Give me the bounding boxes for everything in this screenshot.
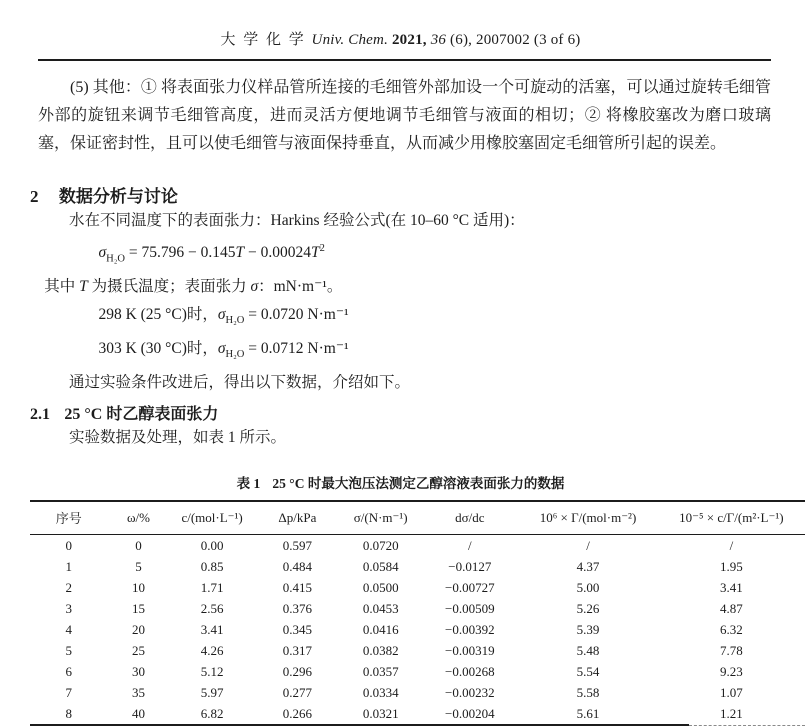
surface-tension-data-table [30,500,805,724]
table-row [30,535,805,557]
table-cell: 0.266 [282,706,312,722]
table-cell: / [468,538,472,554]
table-cell: 0.0334 [362,685,399,701]
table-cell: 5.00 [576,580,600,596]
table-cell: 5.54 [576,664,600,680]
table-cell: −0.00268 [445,664,495,680]
col-header-c-over-gamma: 10⁻⁵ × c/Γ/(m²·L⁻¹) [658,501,805,535]
table-bottom-rule [30,724,805,726]
table-cell: / [729,538,734,554]
table-cell: 6.32 [720,622,743,638]
table-cell: 0.345 [282,622,312,638]
journal-header [30,0,771,49]
table-cell: 0.0321 [362,706,399,722]
section-2-1-title: 25 °C 时乙醇表面张力 [64,406,219,424]
table-body [30,535,805,725]
table-cell: 5.12 [200,664,224,680]
table-row [30,577,805,598]
col-header-delta-p: Δp/kPa [255,501,340,535]
section-2-heading [30,182,771,207]
table-cell: 0.85 [200,559,224,575]
table-cell: 4.26 [200,643,224,659]
table-cell: −0.00204 [445,706,495,722]
table-cell: 0.0720 [362,538,399,554]
table-cell: 20 [132,622,145,638]
table-cell: 7 [65,685,72,701]
table-cell: −0.00392 [445,622,495,638]
table-cell: 8 [65,706,72,722]
table-cell: 3 [65,601,72,617]
table-cell: 0.415 [282,580,312,596]
table-bottom-rule-solid [30,724,689,726]
sigma-303k-line: 303 K (30 °C)时，$\sigma_{H_2O} = 0.0712$ N·m⁻¹ [98,340,349,361]
journal-volume: 36 [430,32,451,48]
table-cell: 0.597 [282,538,312,554]
table-caption-title: 25 °C 时最大泡压法测定乙醇溶液表面张力的数据 [272,476,565,492]
table-cell: 0.00 [200,538,224,554]
data-table-wrap [30,500,805,726]
table-cell: 35 [132,685,145,701]
table-row [30,661,805,682]
table-cell: 0.317 [282,643,312,659]
table-cell: 0.0357 [362,664,399,680]
table-cell: 2 [65,580,72,596]
table-cell: 4.87 [720,601,743,617]
journal-issue-pages: (6), 2007002 (3 of 6) [450,32,581,48]
table-cell: 0.0382 [362,643,399,659]
table-cell: 1.95 [720,559,743,575]
table-cell: 0.0416 [362,622,399,638]
table-cell: 5.26 [576,601,600,617]
sigma-symbol: σ [98,244,107,262]
table-cell: −0.00319 [445,643,495,659]
table-cell: 3.41 [200,622,224,638]
table-header-row [30,501,805,535]
temperature-note-line: 其中 T 为摄氏温度；表面张力 σ：mN·m⁻¹。 [44,278,343,296]
col-header-sigma: σ/(N·m⁻¹) [340,501,421,535]
table-cell: 9.23 [720,664,743,680]
table-cell: 6 [65,664,72,680]
col-header-omega: ω/% [108,501,170,535]
table-cell: 5.97 [200,685,224,701]
journal-name-cn: 大 学 化 学 [220,32,312,48]
table-caption [30,472,771,492]
table-cell: 5.61 [576,706,600,722]
section-2-number: 2 [30,187,39,206]
col-header-dsigma-dc: dσ/dc [421,501,518,535]
h2o-subscript: H₂O [106,253,125,265]
table-cell: 0 [135,538,142,554]
table-cell: 0.0584 [362,559,399,575]
col-header-index: 序号 [30,501,108,535]
table-cell: 1.21 [720,706,743,722]
table-cell: 1 [65,559,72,575]
table-row [30,619,805,640]
table-cell: 0.484 [282,559,312,575]
table-cell: 2.56 [200,601,224,617]
section-2-1-heading [30,401,771,424]
table-cell: 7.78 [720,643,743,659]
col-header-concentration: c/(mol·L⁻¹) [170,501,255,535]
table-cell: 25 [132,643,145,659]
table-row [30,598,805,619]
table-cell: 6.82 [200,706,224,722]
table-cell: 4 [65,622,72,638]
table-cell: 0.277 [282,685,312,701]
table-row [30,640,805,661]
table-cell: 5.58 [576,685,600,701]
col-header-gamma: 10⁶ × Γ/(mol·m⁻²) [518,501,658,535]
table-cell: 1.07 [720,685,743,701]
table-row [30,556,805,577]
table-bottom-rule-dashed [689,725,805,726]
transition-line: 通过实验条件改进后，得出以下数据，介绍如下。 [69,374,411,392]
table-caption-label: 表 1 [236,476,261,492]
table-cell: 1.71 [200,580,224,596]
table-cell: 5 [135,559,142,575]
table-cell: 5.48 [576,643,600,659]
table-cell: 10 [132,580,145,596]
table-cell: 30 [132,664,145,680]
table-cell: 3.41 [720,580,743,596]
sigma-298k-line: 298 K (25 °C)时，$\sigma_{H_2O} = 0.0720$ N·m⁻¹ [98,306,349,327]
table-cell: 0.0500 [362,580,399,596]
table-cell: 40 [132,706,145,722]
table-intro-line: 实验数据及处理，如表 1 所示。 [69,429,287,447]
harkins-equation: $\sigma_{H_2O} = 75.796 - 0.145T - 0.00024T^2$ [98,243,325,265]
table-row [30,703,805,724]
table-cell: 0.0453 [362,601,399,617]
table-cell: 4.37 [576,559,600,575]
table-row [30,682,805,703]
table-cell: 5.39 [576,622,600,638]
harkins-intro-line: 水在不同温度下的表面张力：Harkins 经验公式(在 10–60 °C 适用)： [69,212,525,229]
journal-year: 2021, [391,32,431,48]
table-cell: / [586,538,590,554]
table-cell: 0 [65,538,72,554]
header-rule [38,59,771,61]
table-cell: 0.376 [282,601,312,617]
section-2-title: 数据分析与讨论 [58,187,178,206]
section-2-1-number: 2.1 [30,406,50,424]
paragraph-other-improvements: (5) 其他：① 将表面张力仪样品管所连接的毛细管外部加设一个可旋动的活塞，可以通过旋转毛细管外部的旋钮来调节毛细管高度，进而灵活方便地调节毛细管与液面的相切；② 将橡胶塞改为磨口玻璃塞，保证密封性，且可以使毛细管与液面保持垂直，从而减少用橡胶塞固定毛细管所引起的误差。 [38,79,771,152]
table-cell: −0.00509 [445,601,495,617]
journal-name-en: Univ. Chem. [311,32,392,48]
table-cell: 15 [132,601,145,617]
table-cell: −0.00232 [445,685,495,701]
table-cell: 5 [65,643,72,659]
table-cell: −0.00727 [445,580,495,596]
table-cell: −0.0127 [448,559,492,575]
table-cell: 0.296 [282,664,312,680]
